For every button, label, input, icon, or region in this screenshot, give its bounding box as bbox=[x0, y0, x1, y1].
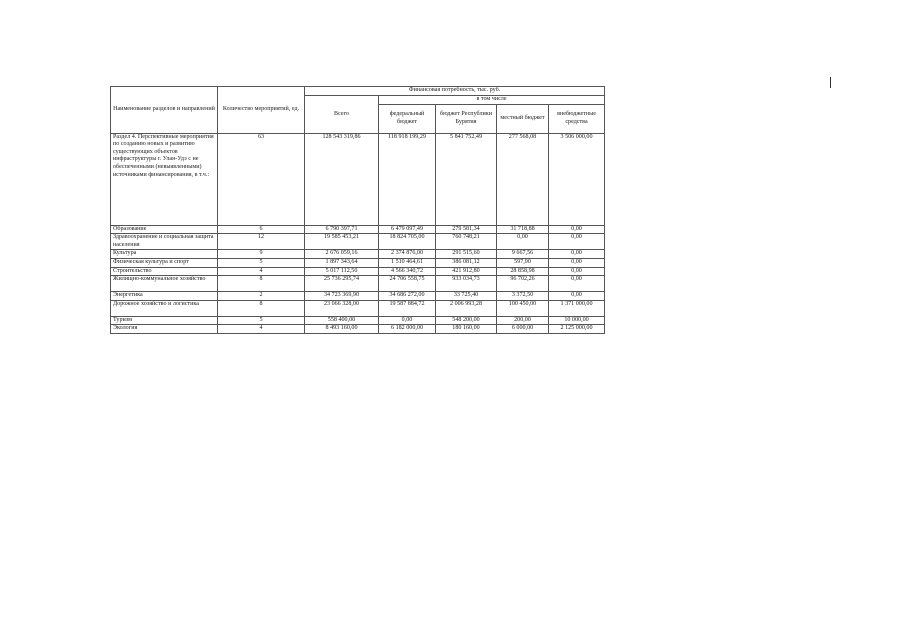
row-total: 128 543 319,86 bbox=[305, 133, 379, 225]
row-federal: 6 479 097,49 bbox=[379, 225, 436, 234]
row-count: 5 bbox=[218, 259, 305, 268]
table-row bbox=[111, 316, 605, 325]
row-count: 4 bbox=[218, 325, 305, 334]
row-republic: 548 200,00 bbox=[436, 316, 497, 325]
row-count: 8 bbox=[218, 276, 305, 292]
row-name: Образование bbox=[111, 225, 218, 234]
row-offbudget: 0,00 bbox=[549, 259, 605, 268]
row-federal: 24 706 558,75 bbox=[379, 276, 436, 292]
row-name: Энергетика bbox=[111, 292, 218, 301]
row-total: 6 790 397,71 bbox=[305, 225, 379, 234]
row-local: 200,00 bbox=[497, 316, 549, 325]
row-federal: 4 566 340,72 bbox=[379, 267, 436, 276]
row-name: Здравоохранение и социальная защита населения bbox=[111, 234, 218, 250]
row-offbudget: 1 371 000,00 bbox=[549, 300, 605, 316]
header-total: Всего bbox=[305, 96, 379, 134]
table-row bbox=[111, 292, 605, 301]
row-offbudget: 0,00 bbox=[549, 250, 605, 259]
header-financial-need: Финансовая потребность, тыс. руб. bbox=[305, 87, 605, 96]
table-row bbox=[111, 250, 605, 259]
row-republic: 279 581,34 bbox=[436, 225, 497, 234]
row-federal: 118 918 199,29 bbox=[379, 133, 436, 225]
row-federal: 2 374 876,00 bbox=[379, 250, 436, 259]
row-total: 558 400,00 bbox=[305, 316, 379, 325]
row-name: Культура bbox=[111, 250, 218, 259]
row-republic: 2 006 993,28 bbox=[436, 300, 497, 316]
row-local: 28 858,98 bbox=[497, 267, 549, 276]
row-federal: 34 686 272,00 bbox=[379, 292, 436, 301]
row-total: 34 723 369,90 bbox=[305, 292, 379, 301]
row-local: 96 702,26 bbox=[497, 276, 549, 292]
row-republic: 180 160,00 bbox=[436, 325, 497, 334]
row-local: 100 450,00 bbox=[497, 300, 549, 316]
row-federal: 19 587 884,72 bbox=[379, 300, 436, 316]
row-local: 0,00 bbox=[497, 234, 549, 250]
row-federal: 1 510 464,61 bbox=[379, 259, 436, 268]
row-total: 5 017 112,50 bbox=[305, 267, 379, 276]
row-republic: 386 081,12 bbox=[436, 259, 497, 268]
row-name: Жилищно-коммунальное хозяйство bbox=[111, 276, 218, 292]
row-republic: 5 841 752,49 bbox=[436, 133, 497, 225]
row-count: 8 bbox=[218, 300, 305, 316]
row-republic: 933 034,73 bbox=[436, 276, 497, 292]
row-name: Строительство bbox=[111, 267, 218, 276]
table-row bbox=[111, 300, 605, 316]
header-name: Наименование разделов и направлений bbox=[111, 87, 218, 134]
row-offbudget: 10 000,00 bbox=[549, 316, 605, 325]
row-local: 277 568,08 bbox=[497, 133, 549, 225]
row-offbudget: 2 125 000,00 bbox=[549, 325, 605, 334]
table-row bbox=[111, 234, 605, 250]
row-name: Раздел 4. Перспективные мероприятия по созданию новых и развитию существующих объектов инфраструктуры г. Улан-Удэ с не обеспеченными (невыявленными) источниками финансирования, в т.ч.: bbox=[111, 133, 218, 225]
table-row bbox=[111, 325, 605, 334]
row-total: 2 676 059,16 bbox=[305, 250, 379, 259]
row-name: Экология bbox=[111, 325, 218, 334]
row-federal: 6 182 000,00 bbox=[379, 325, 436, 334]
row-offbudget: 0,00 bbox=[549, 292, 605, 301]
header-federal: федеральный бюджет bbox=[379, 104, 436, 133]
row-republic: 291 515,60 bbox=[436, 250, 497, 259]
row-republic: 33 725,40 bbox=[436, 292, 497, 301]
table-row bbox=[111, 259, 605, 268]
row-republic: 421 912,80 bbox=[436, 267, 497, 276]
row-local: 9 667,56 bbox=[497, 250, 549, 259]
row-total: 19 585 453,21 bbox=[305, 234, 379, 250]
row-local: 597,90 bbox=[497, 259, 549, 268]
row-offbudget: 0,00 bbox=[549, 225, 605, 234]
row-count: 2 bbox=[218, 292, 305, 301]
row-local: 3 372,50 bbox=[497, 292, 549, 301]
row-federal: 18 824 705,00 bbox=[379, 234, 436, 250]
header-count: Количество мероприятий, ед. bbox=[218, 87, 305, 134]
row-total: 25 736 295,74 bbox=[305, 276, 379, 292]
row-total: 1 897 343,64 bbox=[305, 259, 379, 268]
row-offbudget: 0,00 bbox=[549, 234, 605, 250]
row-offbudget: 3 506 000,00 bbox=[549, 133, 605, 225]
row-local: 6 000,00 bbox=[497, 325, 549, 334]
header-local: местный бюджет bbox=[497, 104, 549, 133]
header-offbudget: внебюджетные средства bbox=[549, 104, 605, 133]
table-row bbox=[111, 267, 605, 276]
table-row bbox=[111, 133, 605, 225]
row-count: 9 bbox=[218, 250, 305, 259]
row-republic: 760 748,21 bbox=[436, 234, 497, 250]
row-name: Дорожное хозяйство и логистика bbox=[111, 300, 218, 316]
header-including: в том числе bbox=[379, 96, 605, 105]
row-count: 4 bbox=[218, 267, 305, 276]
row-federal: 0,00 bbox=[379, 316, 436, 325]
row-name: Туризм bbox=[111, 316, 218, 325]
row-count: 5 bbox=[218, 316, 305, 325]
row-count: 6 bbox=[218, 225, 305, 234]
row-total: 23 066 328,00 bbox=[305, 300, 379, 316]
row-name: Физическая культура и спорт bbox=[111, 259, 218, 268]
row-local: 31 718,88 bbox=[497, 225, 549, 234]
row-count: 63 bbox=[218, 133, 305, 225]
table-row bbox=[111, 225, 605, 234]
row-offbudget: 0,00 bbox=[549, 267, 605, 276]
row-count: 12 bbox=[218, 234, 305, 250]
header-republic: бюджет Республики Бурятия bbox=[436, 104, 497, 133]
text-cursor bbox=[830, 77, 831, 88]
row-total: 8 493 160,00 bbox=[305, 325, 379, 334]
financial-needs-table bbox=[110, 86, 605, 334]
table-row bbox=[111, 276, 605, 292]
row-offbudget: 0,00 bbox=[549, 276, 605, 292]
